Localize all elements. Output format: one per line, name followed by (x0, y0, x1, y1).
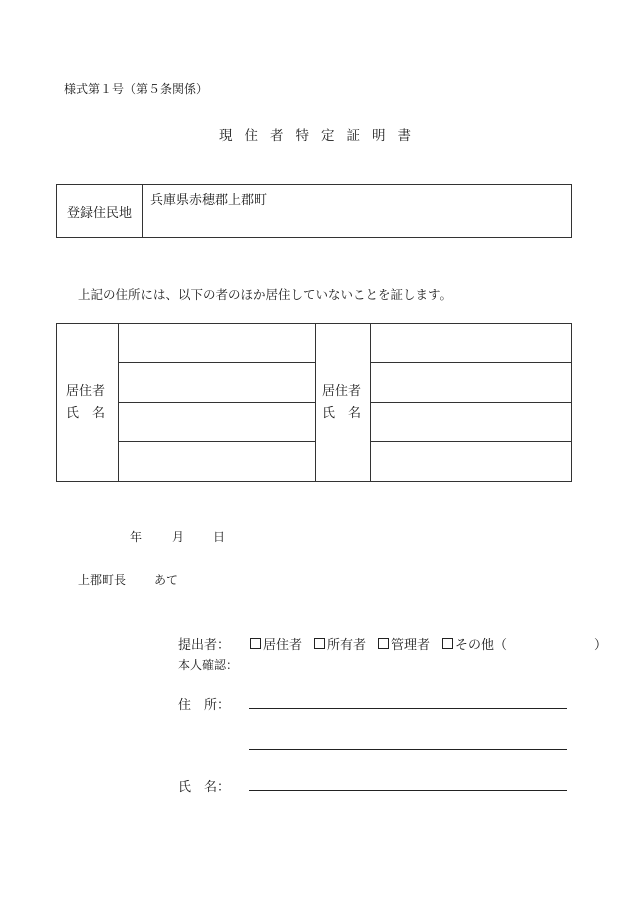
day-label: 日 (213, 530, 226, 544)
document-title: 現住者特定証明書 (219, 128, 423, 144)
residents-label-left-line2: 氏 名 (66, 405, 106, 421)
registered-address-label: 登録住民地 (57, 185, 143, 237)
resident-name-cell[interactable] (119, 442, 315, 481)
date-line (130, 528, 225, 545)
resident-name-cell[interactable] (119, 403, 315, 442)
certification-statement: 上記の住所には、以下の者のほか居住していないことを証します。 (78, 287, 453, 302)
addressee (78, 571, 178, 588)
address-line-1[interactable] (249, 708, 567, 709)
option-other[interactable] (442, 634, 507, 653)
checkbox-icon[interactable] (378, 638, 389, 649)
option-label: その他（ (455, 638, 508, 653)
residents-label-left (57, 324, 119, 481)
residents-names-left (119, 324, 315, 481)
option-resident[interactable] (250, 634, 302, 653)
resident-name-cell[interactable] (119, 324, 315, 363)
residents-label-right-line2: 氏 名 (322, 405, 362, 421)
addressee-name: 上郡町長 (78, 573, 127, 587)
registered-address-value: 兵庫県赤穂郡上郡町 (150, 193, 268, 208)
residents-label-left-line1: 居住者 (66, 383, 106, 399)
resident-name-cell[interactable] (371, 442, 571, 481)
identity-confirmation-label: 本人確認： (178, 658, 239, 672)
residents-table (56, 323, 572, 482)
year-label: 年 (130, 530, 143, 544)
resident-name-cell[interactable] (119, 363, 315, 402)
resident-name-cell[interactable] (371, 403, 571, 442)
address-line-2[interactable] (249, 749, 567, 750)
address-field-label: 住 所： (178, 698, 231, 713)
option-label: 管理者 (391, 638, 431, 653)
option-label: 所有者 (327, 638, 367, 653)
name-line[interactable] (249, 790, 567, 791)
option-label: 居住者 (263, 638, 303, 653)
residents-label-right (315, 324, 371, 481)
submitter-options (250, 634, 519, 653)
month-label: 月 (172, 530, 185, 544)
resident-name-cell[interactable] (371, 324, 571, 363)
residents-label-right-line1: 居住者 (322, 383, 362, 399)
other-close-paren: ） (594, 638, 608, 653)
checkbox-icon[interactable] (250, 638, 261, 649)
option-manager[interactable] (378, 634, 430, 653)
checkbox-icon[interactable] (314, 638, 325, 649)
submitter-label: 提出者： (178, 638, 231, 653)
resident-name-cell[interactable] (371, 363, 571, 402)
name-field-label: 氏 名： (178, 780, 231, 795)
checkbox-icon[interactable] (442, 638, 453, 649)
residents-names-right (371, 324, 571, 481)
registered-address-box (56, 184, 572, 238)
form-number: 様式第１号（第５条関係） (64, 82, 209, 96)
option-owner[interactable] (314, 634, 366, 653)
addressee-suffix: あて (154, 573, 179, 587)
